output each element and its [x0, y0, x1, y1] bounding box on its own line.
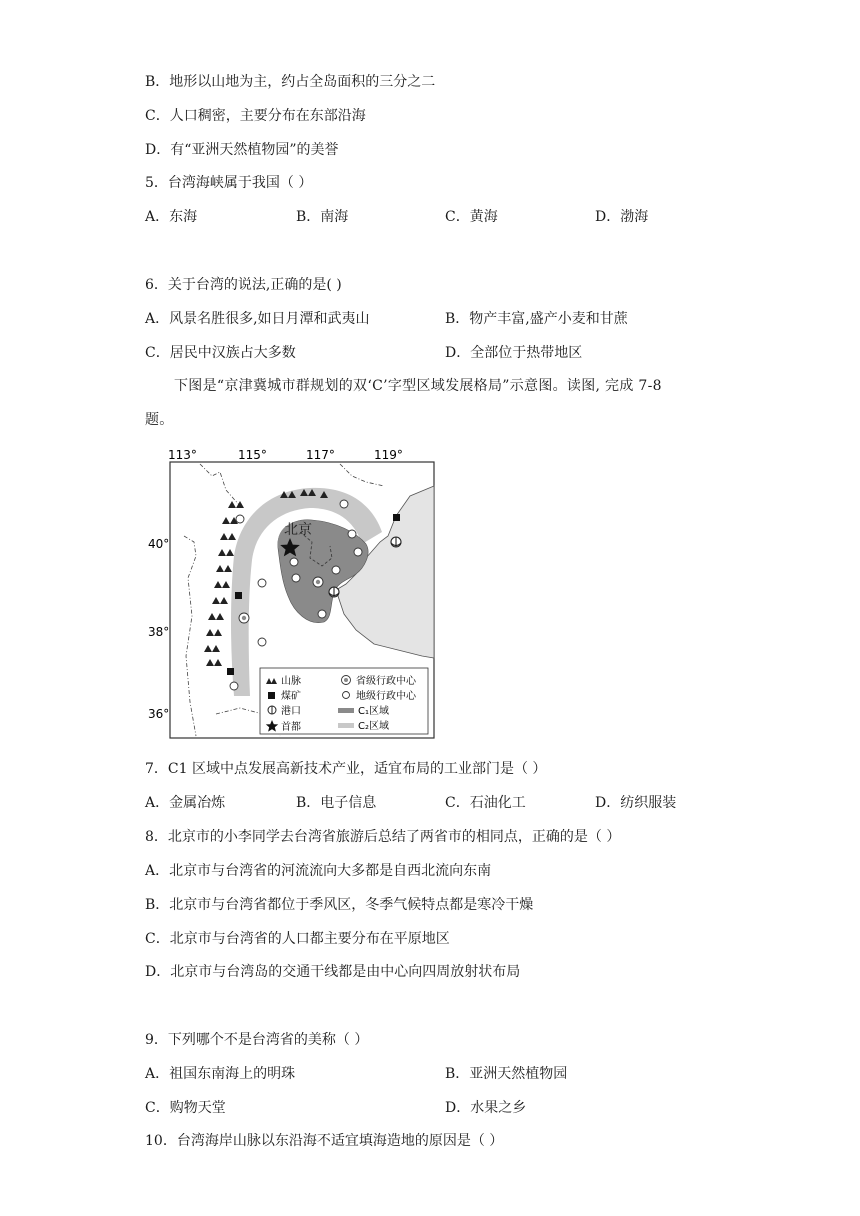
coal-mine-symbol [227, 668, 234, 675]
q5-option-d: D．渤海 [595, 209, 649, 225]
q9-option-c: C．购物天堂 [145, 1100, 226, 1116]
lon-label-117: 117° [306, 448, 335, 462]
question-7-stem: 7．C1 区域中点发展高新技术产业，适宜布局的工业部门是（ ） [145, 761, 547, 777]
legend-coal-icon [268, 692, 275, 699]
lon-label-115: 115° [238, 448, 267, 462]
legend-c1-label: C₁区域 [358, 706, 389, 717]
lat-label-40: 40° [148, 537, 170, 551]
legend-provincial-label: 省级行政中心 [356, 676, 416, 687]
q8-option-c: C．北京市与台湾省的人口都主要分布在平原地区 [145, 931, 450, 947]
q7-option-a: A．金属冶炼 [145, 795, 226, 811]
coal-mine-symbol [393, 514, 400, 521]
q8-option-a: A．北京市与台湾省的河流流向大多都是自西北流向东南 [145, 863, 492, 879]
q6-option-a: A．风景名胜很多,如日月潭和武夷山 [145, 311, 370, 327]
q7-option-b: B．电子信息 [296, 795, 377, 811]
legend-port-icon [268, 706, 276, 714]
legend-capital-label: 首都 [281, 722, 301, 733]
legend-c2-label: C₂区域 [358, 721, 389, 732]
legend-c1-swatch [338, 708, 354, 713]
question-9-stem: 9．下列哪个不是台湾省的美称（ ） [145, 1032, 369, 1048]
provincial-center-symbol [316, 580, 320, 584]
q8-option-d: D．北京市与台湾岛的交通干线都是由中心向四周放射状布局 [145, 964, 521, 980]
option-d-prev: D．有“亚洲天然植物园”的美誉 [145, 142, 339, 158]
question-5-stem: 5．台湾海峡属于我国（ ） [145, 175, 313, 191]
legend-provincial-icon [344, 678, 348, 682]
figure-intro-line-1: 下图是“京津冀城市群规划的双‘C’字型区域发展格局”示意图。读图, 完成 7-8 [174, 378, 662, 394]
legend-coal-label: 煤矿 [281, 691, 301, 702]
q6-option-b: B．物产丰富,盛产小麦和甘蔗 [445, 311, 628, 327]
q9-option-b: B．亚洲天然植物园 [445, 1066, 568, 1082]
q7-option-d: D．纺织服装 [595, 795, 677, 811]
lat-label-38: 38° [148, 625, 170, 639]
q9-option-d: D．水果之乡 [445, 1100, 527, 1116]
q5-option-b: B．南海 [296, 209, 349, 225]
question-8-stem: 8．北京市的小李同学去台湾省旅游后总结了两省市的相同点，正确的是（ ） [145, 829, 621, 845]
q7-option-c: C．石油化工 [445, 795, 526, 811]
map-legend [260, 668, 428, 734]
question-10-stem: 10．台湾海岸山脉以东沿海不适宜填海造地的原因是（ ） [145, 1133, 504, 1149]
lon-label-113: 113° [168, 448, 197, 462]
legend-c2-swatch [338, 723, 354, 728]
q8-option-b: B．北京市与台湾省都位于季风区，冬季气候特点都是寒冷干燥 [145, 897, 534, 913]
beijing-tianjin-hebei-map [148, 446, 442, 746]
legend-prefecture-label: 地级行政中心 [356, 691, 416, 702]
option-b-prev: B．地形以山地为主，约占全岛面积的三分之二 [145, 74, 436, 90]
q9-option-a: A．祖国东南海上的明珠 [145, 1066, 296, 1082]
q5-option-a: A．东海 [145, 209, 198, 225]
q5-option-c: C．黄海 [445, 209, 498, 225]
question-6-stem: 6．关于台湾的说法,正确的是( ) [145, 277, 342, 293]
beijing-label: 北京 [284, 522, 312, 538]
q6-option-c: C．居民中汉族占大多数 [145, 345, 296, 361]
legend-mountain-label: 山脉 [281, 676, 301, 687]
figure-intro-line-2: 题。 [145, 412, 174, 428]
provincial-center-symbol [242, 616, 246, 620]
option-c-prev: C．人口稠密，主要分布在东部沿海 [145, 108, 366, 124]
lon-label-119: 119° [374, 448, 403, 462]
lat-label-36: 36° [148, 707, 170, 721]
legend-prefecture-icon [343, 692, 350, 699]
q6-option-d: D．全部位于热带地区 [445, 345, 583, 361]
coal-mine-symbol [235, 592, 242, 599]
legend-port-label: 港口 [281, 706, 301, 717]
